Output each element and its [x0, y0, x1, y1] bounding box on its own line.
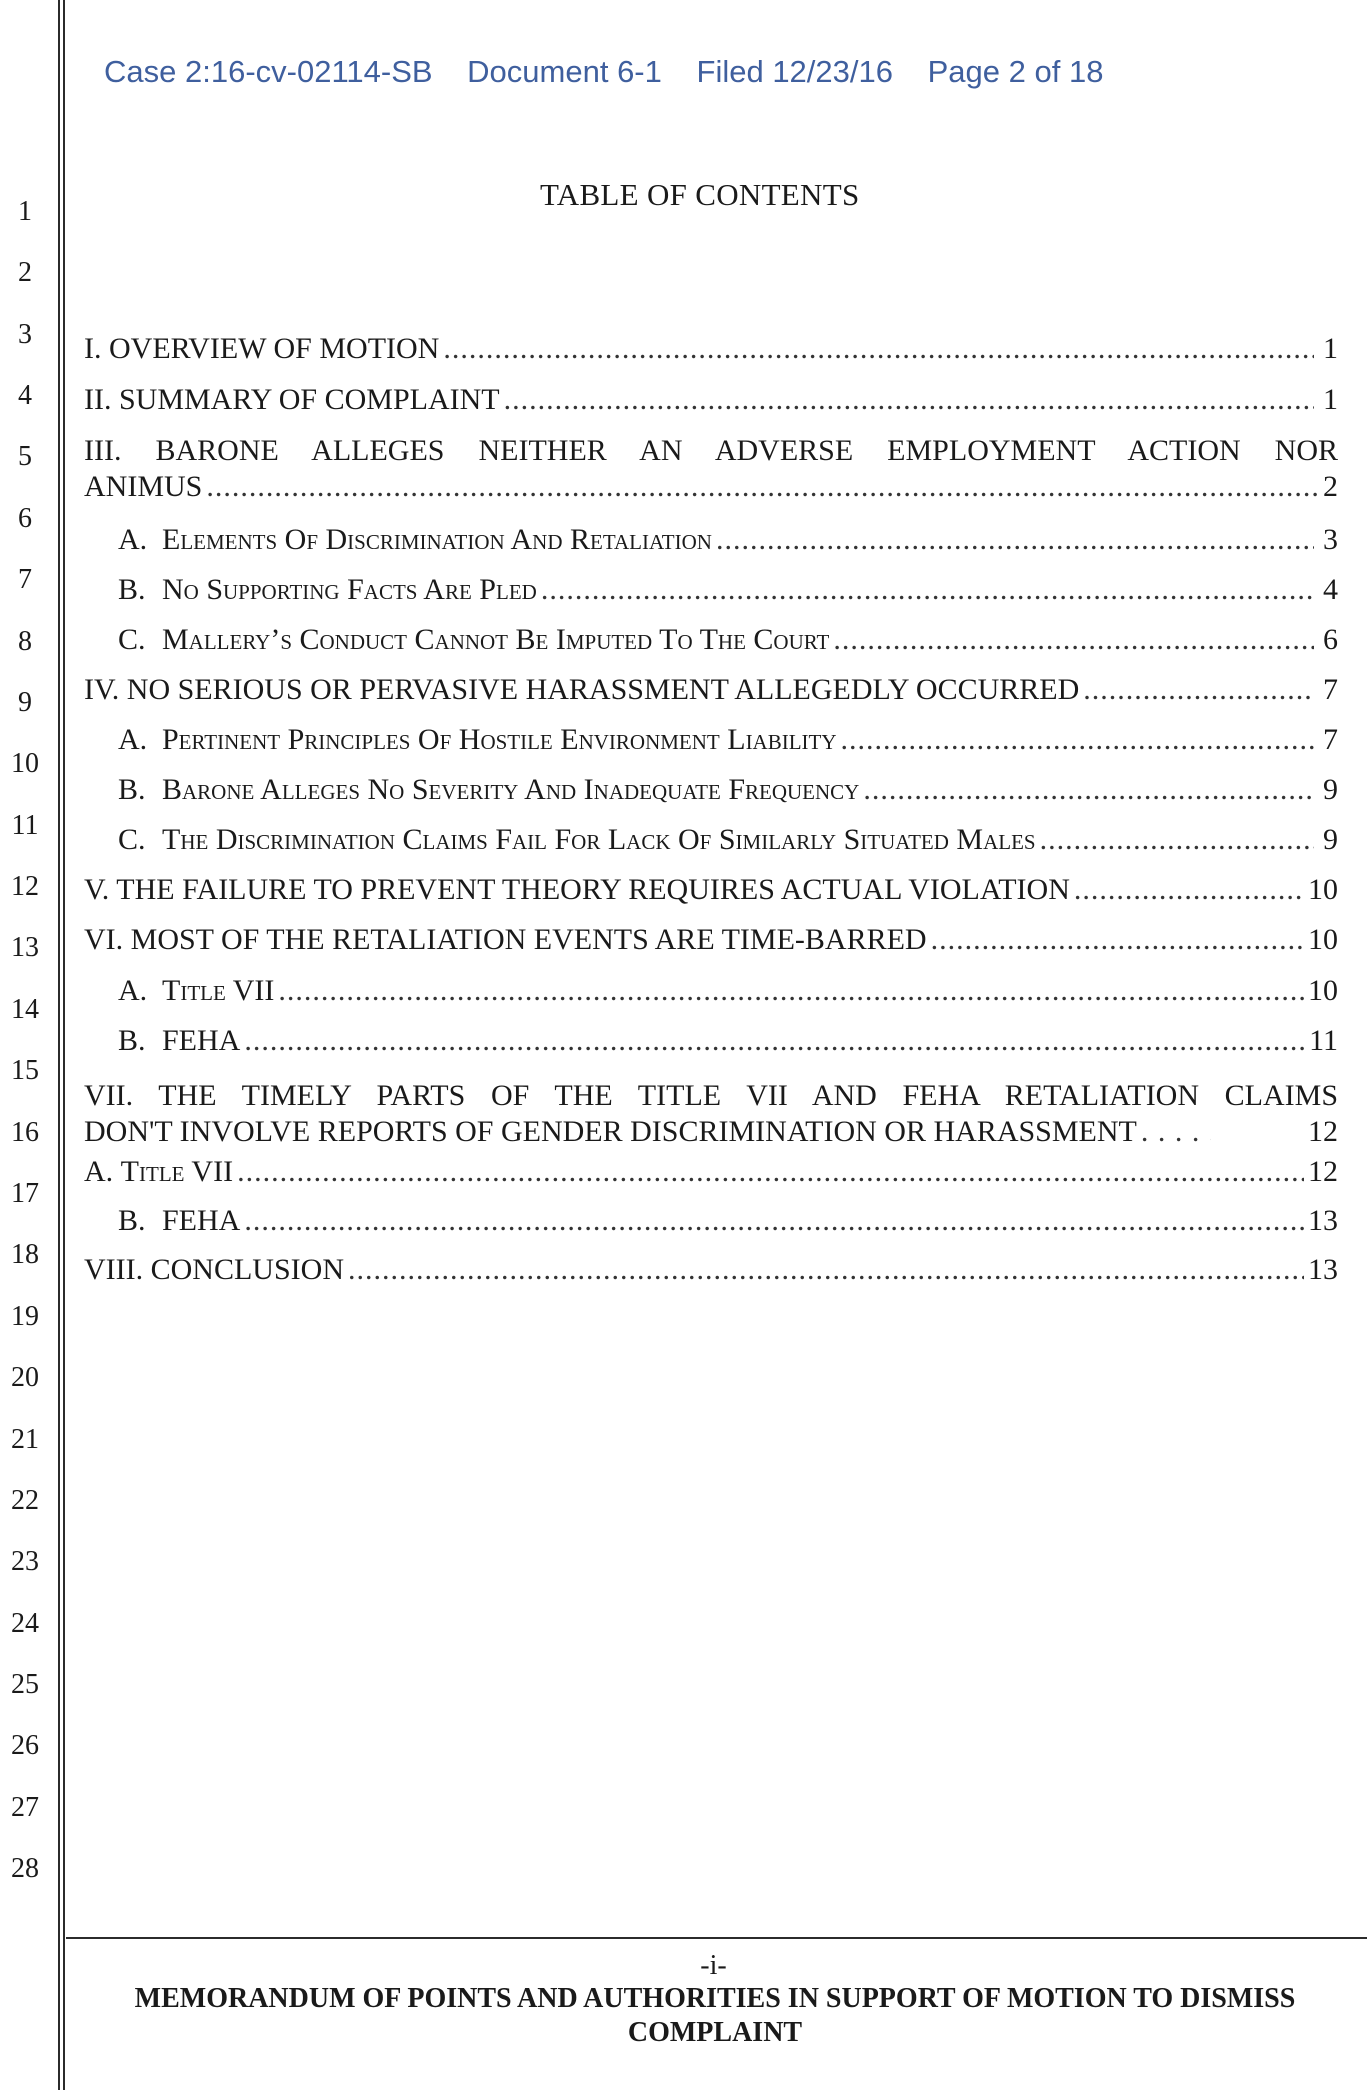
toc-page: 10 — [1308, 873, 1338, 906]
page-indicator: Page 2 of 18 — [927, 54, 1104, 89]
footer-page-number: -i- — [700, 1950, 727, 1981]
toc-page: 4 — [1323, 573, 1338, 606]
line-number: 16 — [11, 1117, 39, 1148]
toc-page: 7 — [1323, 723, 1338, 756]
toc-label: DON'T INVOLVE REPORTS OF GENDER DISCRIMINATION OR HARASSMENT — [84, 1115, 1137, 1148]
toc-entry — [118, 1204, 1338, 1238]
toc-label: Pertinent Principles Of Hostile Environment Liability — [162, 723, 837, 756]
toc-page: 10 — [1308, 923, 1338, 956]
toc-entry — [118, 1024, 1338, 1058]
line-number: 28 — [11, 1853, 39, 1884]
line-number: 7 — [18, 564, 32, 595]
toc-label: ANIMUS — [84, 470, 203, 503]
line-number: 8 — [18, 626, 32, 657]
toc-leader — [931, 923, 1304, 957]
toc-letter: A. — [118, 523, 148, 556]
toc-label: Barone Alleges No Severity And Inadequate Frequency — [162, 773, 860, 806]
line-number: 25 — [11, 1669, 39, 1700]
toc-leader — [541, 573, 1314, 607]
ecf-header — [104, 54, 1129, 90]
toc-leader — [841, 723, 1314, 757]
toc-entry — [84, 433, 1338, 505]
toc-entry — [118, 573, 1338, 607]
toc-label: FEHA — [162, 1204, 241, 1237]
toc-entry — [118, 823, 1338, 857]
line-number: 18 — [11, 1239, 39, 1270]
line-number: 10 — [11, 748, 39, 779]
toc-entry — [84, 1078, 1338, 1150]
toc-leader — [833, 623, 1314, 657]
toc-leader — [244, 1204, 1304, 1238]
toc-entry — [84, 332, 1338, 366]
line-number: 15 — [11, 1055, 39, 1086]
line-number: 17 — [11, 1178, 39, 1209]
toc-letter: B. — [118, 573, 146, 606]
document-number: Document 6-1 — [467, 54, 662, 89]
toc-letter: C. — [118, 623, 146, 656]
toc-leader — [443, 332, 1314, 366]
line-number: 9 — [18, 687, 32, 718]
toc-entry — [118, 773, 1338, 807]
toc-letter: A. — [118, 723, 148, 756]
toc-label: The Discrimination Claims Fail For Lack Of Similarly Situated Males — [162, 823, 1036, 856]
line-number: 23 — [11, 1546, 39, 1577]
toc-page: 10 — [1308, 974, 1338, 1007]
footer-title-line: MEMORANDUM OF POINTS AND AUTHORITIES IN SUPPORT OF MOTION TO DISMISS — [134, 1983, 1296, 2014]
footer-rule — [66, 1937, 1367, 1939]
toc-leader — [244, 1024, 1305, 1058]
line-number: 19 — [11, 1301, 39, 1332]
toc-page: 12 — [1308, 1155, 1338, 1188]
line-number: 22 — [11, 1485, 39, 1516]
toc-label: Title VII — [120, 1155, 234, 1188]
toc-label: Title VII — [162, 974, 275, 1007]
toc-entry — [84, 1155, 1338, 1189]
toc-page: 1 — [1323, 383, 1338, 416]
toc-page: 7 — [1323, 673, 1338, 706]
toc-page: 9 — [1323, 773, 1338, 806]
toc-page: 9 — [1323, 823, 1338, 856]
line-number: 13 — [11, 932, 39, 963]
footer-title — [80, 1982, 1350, 2050]
toc-entry — [84, 1253, 1338, 1287]
toc-entry — [84, 673, 1338, 707]
toc-leader — [1074, 873, 1304, 907]
toc-leader — [716, 523, 1314, 557]
toc-page: 3 — [1323, 523, 1338, 556]
toc-entry — [84, 923, 1338, 957]
line-number: 12 — [11, 871, 39, 902]
toc-label: VI. MOST OF THE RETALIATION EVENTS ARE TIME-BARRED — [84, 923, 927, 956]
line-number: 1 — [18, 196, 32, 227]
line-number: 2 — [18, 257, 32, 288]
line-number: 20 — [11, 1362, 39, 1393]
line-number: 14 — [11, 994, 39, 1025]
filed-date: Filed 12/23/16 — [696, 54, 893, 89]
line-number: 21 — [11, 1424, 39, 1455]
toc-letter: B. — [118, 1204, 146, 1237]
toc-label: FEHA — [162, 1024, 241, 1057]
case-number: Case 2:16-cv-02114-SB — [104, 54, 433, 89]
line-number: 24 — [11, 1608, 39, 1639]
toc-letter: B. — [118, 1024, 146, 1057]
toc-page: 1 — [1323, 332, 1338, 365]
line-number: 5 — [18, 441, 32, 472]
toc-page: 11 — [1309, 1024, 1338, 1057]
toc-entry — [118, 523, 1338, 557]
toc-label: Elements Of Discrimination And Retaliation — [162, 523, 712, 556]
toc-leader — [1083, 673, 1314, 707]
toc-letter: C. — [118, 823, 146, 856]
line-number: 4 — [18, 380, 32, 411]
toc-page: 13 — [1308, 1204, 1338, 1237]
toc-page: 13 — [1308, 1253, 1338, 1286]
toc-label: II. SUMMARY OF COMPLAINT — [84, 383, 500, 416]
line-number: 27 — [11, 1792, 39, 1823]
footer-title-line: COMPLAINT — [627, 2017, 803, 2048]
page-title: TABLE OF CONTENTS — [540, 177, 860, 212]
toc-letter: A. — [118, 974, 148, 1007]
toc-entry — [118, 974, 1338, 1008]
line-number: 6 — [18, 503, 32, 534]
toc-leader — [278, 974, 1304, 1008]
toc-entry — [84, 383, 1338, 417]
toc-label: V. THE FAILURE TO PREVENT THEORY REQUIRES ACTUAL VIOLATION — [84, 873, 1070, 906]
toc-page: 12 — [1308, 1115, 1338, 1148]
toc-entry — [84, 873, 1338, 907]
toc-leader — [348, 1253, 1304, 1287]
toc-label: I. OVERVIEW OF MOTION — [84, 332, 440, 365]
toc-leader — [237, 1155, 1304, 1189]
toc-entry — [118, 723, 1338, 757]
toc-label: Mallery’s Conduct Cannot Be Imputed To The Court — [162, 623, 830, 656]
toc-label: No Supporting Facts Are Pled — [162, 573, 537, 606]
line-number: 26 — [11, 1730, 39, 1761]
toc-label: IV. NO SERIOUS OR PERVASIVE HARASSMENT ALLEGEDLY OCCURRED — [84, 673, 1080, 706]
toc-leader — [1141, 1114, 1211, 1150]
margin-rule-left-1 — [58, 0, 60, 2090]
toc-leader — [863, 773, 1314, 807]
toc-label: III. BARONE ALLEGES NEITHER AN ADVERSE EMPLOYMENT ACTION NOR — [84, 434, 1338, 467]
toc-entry — [118, 623, 1338, 657]
margin-rule-left-2 — [63, 0, 65, 2090]
toc-letter: B. — [118, 773, 146, 806]
line-number: 11 — [11, 810, 39, 841]
toc-letter: A. — [84, 1155, 114, 1188]
toc-leader — [1040, 823, 1314, 857]
toc-leader — [206, 469, 1319, 505]
line-numbers — [0, 0, 58, 2090]
toc-leader — [504, 383, 1314, 417]
toc-label: VII. THE TIMELY PARTS OF THE TITLE VII AND FEHA RETALIATION CLAIMS — [84, 1079, 1338, 1112]
toc-page: 2 — [1323, 470, 1338, 503]
toc-label: VIII. CONCLUSION — [84, 1253, 344, 1286]
line-number: 3 — [18, 319, 32, 350]
toc-page: 6 — [1323, 623, 1338, 656]
